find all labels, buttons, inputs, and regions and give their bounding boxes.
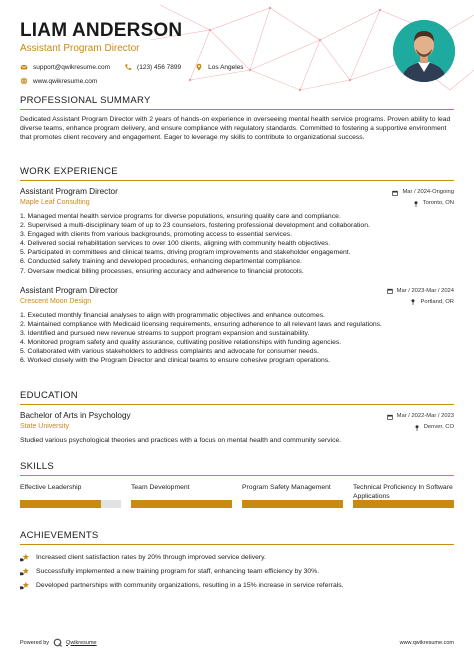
location-pin-icon [195, 63, 203, 71]
calendar-icon [392, 190, 398, 196]
skill-fill [20, 500, 101, 508]
degree-title: Bachelor of Arts in Psychology [20, 411, 131, 420]
job-title: Assistant Program Director [20, 187, 118, 196]
summary-section [20, 95, 454, 143]
job-location: Portland, OR [420, 298, 454, 305]
skill-bar [353, 500, 454, 508]
skill-item [353, 483, 454, 508]
job-entry [20, 286, 454, 366]
globe-icon [20, 77, 28, 85]
skill-name: Effective Leadership [20, 484, 82, 491]
job-bullets [20, 212, 454, 276]
education-section [20, 390, 454, 445]
job-dates: Mar / 2024-Ongoing [402, 189, 454, 195]
footer-site-link[interactable]: www.qwikresume.com [399, 639, 454, 646]
skill-item [242, 483, 343, 508]
skill-name: Technical Proficiency In Software Applications [353, 484, 453, 500]
powered-by [20, 638, 97, 647]
job-company: Crescent Moon Design [20, 297, 92, 305]
skill-bar [20, 500, 121, 508]
list-item: 6. Conducted safety training and developed procedures, enhancing departmental compliance. [20, 258, 302, 266]
list-item: 4. Delivered social rehabilitation services to over 100 clients, aligning with community health objectives. [20, 240, 331, 248]
achievement-text: Successfully implemented a new training program for staff, enhancing team efficiency by 30%. [36, 567, 320, 575]
list-item: 1. Managed mental health service programs for diverse populations, ensuring quality care and compliance. [20, 213, 341, 220]
powered-by-label: Powered by [20, 639, 50, 646]
skill-item [20, 483, 121, 508]
brand-link[interactable]: Qwikresume [66, 639, 97, 646]
achievement-item [20, 578, 454, 592]
list-item: 2. Maintained compliance with Medicaid licensing requirements, ensuring adherence to all relevant laws and regulations. [20, 320, 382, 328]
summary-text: Dedicated Assistant Program Director with 2 years of hands-on experience in overseeing mental health service programs. Proven ability to lead diverse teams, enhance program delivery, and ensure compliance with regulatory standards. Committed to fostering a supportive environment that promotes client recovery and engagement. Eager to leverage my skills to contribute to organizational success. [20, 116, 451, 142]
skill-bar [131, 500, 232, 508]
job-bullets [20, 311, 454, 366]
star-hand-icon [20, 581, 30, 590]
job-company: Maple Leaf Consulting [20, 199, 90, 206]
skill-name: Team Development [131, 484, 190, 491]
location-text: Los Angeles [208, 63, 244, 71]
qwikresume-logo-icon [53, 638, 62, 647]
list-item: 3. Identified and pursued new revenue streams to support program expansion and sustainability. [20, 329, 310, 337]
calendar-icon [387, 414, 393, 420]
list-item: 7. Oversaw medical billing processes, ensuring accuracy and adherence to financial protocols. [20, 267, 304, 275]
education-location: Denver, CO [423, 424, 454, 430]
job-title: Assistant Program Director [20, 285, 118, 295]
achievement-text: Developed partnerships with community organizations, resulting in a 15% increase in service referrals. [36, 581, 344, 589]
skill-bar [242, 500, 343, 508]
star-hand-icon [20, 553, 30, 562]
page-footer [20, 638, 454, 647]
list-item: 5. Participated in committees and clinical teams, driving program improvements and stakeholder engagement. [20, 249, 351, 257]
calendar-icon [387, 288, 393, 294]
phone-text: (123) 456 7899 [137, 63, 182, 71]
skill-fill [131, 500, 232, 508]
pin-icon [414, 425, 420, 431]
website-text[interactable]: www.qwikresume.com [33, 77, 98, 85]
list-item: 3. Engaged with clients from various backgrounds, promoting access to essential services. [20, 231, 293, 239]
achievement-item [20, 564, 454, 578]
skill-item [131, 483, 232, 508]
email-text[interactable]: support@qwikresume.com [33, 63, 111, 71]
skill-fill [242, 500, 343, 508]
education-heading: EDUCATION [20, 390, 454, 405]
education-dates: Mar / 2022-Mar / 2023 [396, 413, 454, 419]
achievements-heading: ACHIEVEMENTS [20, 530, 454, 545]
skills-list [20, 483, 454, 508]
education-text: Studied various psychological theories and practices with a focus on mental health and community service. [20, 437, 342, 444]
skill-fill [353, 500, 454, 508]
skills-heading: SKILLS [20, 461, 454, 476]
list-item: 1. Executed monthly financial analyses to align with programmatic objectives and enhance outcomes. [20, 311, 325, 319]
job-location: Toronto, ON [422, 200, 454, 206]
experience-section [20, 166, 454, 365]
list-item: 4. Monitored program safety and quality assurance, cultivating positive relationships with funding agencies. [20, 338, 342, 346]
achievements-section [20, 530, 454, 592]
list-item: 2. Supervised a multi-disciplinary team of up to 23 counselors, fostering professional development and collaboration. [20, 222, 370, 230]
email-icon [20, 63, 28, 71]
experience-heading: WORK EXPERIENCE [20, 166, 454, 181]
star-hand-icon [20, 567, 30, 576]
avatar [393, 20, 455, 82]
job-entry [20, 187, 454, 276]
phone-icon [124, 63, 132, 71]
resume-header [20, 20, 380, 88]
skill-name: Program Safety Management [242, 484, 331, 491]
list-item: 5. Collaborated with various stakeholders to address complaints and advocate for consumer needs. [20, 348, 319, 356]
contact-info [20, 60, 380, 88]
pin-icon [410, 299, 416, 305]
job-dates: Mar / 2023-Mar / 2024 [396, 287, 454, 294]
candidate-name: LIAM ANDERSON [20, 20, 183, 41]
summary-heading: PROFESSIONAL SUMMARY [20, 95, 454, 110]
school-name: State University [20, 423, 70, 430]
achievement-item [20, 550, 454, 564]
candidate-role: Assistant Program Director [20, 43, 140, 54]
profile-photo [393, 20, 455, 82]
list-item: 6. Worked closely with the Program Director and clinical teams to ensure cohesive program operations. [20, 357, 331, 365]
achievement-text: Increased client satisfaction rates by 20% through improved service delivery. [36, 553, 266, 561]
pin-icon [413, 201, 419, 207]
skills-section [20, 461, 454, 508]
